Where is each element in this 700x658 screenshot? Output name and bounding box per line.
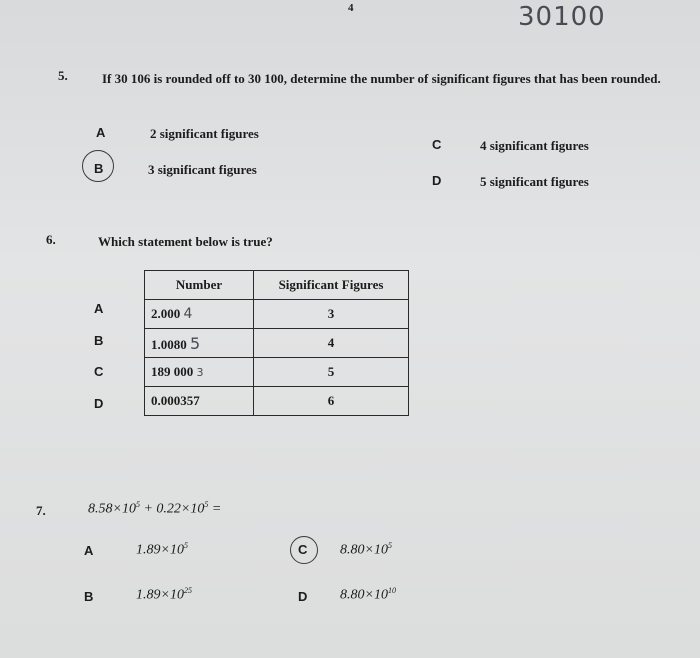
q6-option-d-letter[interactable]: D (94, 396, 104, 411)
handwritten-annotation: 5 (190, 333, 201, 353)
q5-option-b-letter[interactable]: B (94, 161, 104, 176)
q7-option-a-letter[interactable]: A (84, 543, 94, 558)
q7-option-c-text: $8.80\times 10^5$ (340, 541, 392, 558)
table-cell-sig: 6 (254, 387, 409, 416)
table-row (145, 387, 409, 416)
table-cell-sig: 5 (254, 358, 409, 387)
table-cell-number: 1.0080 5 (145, 329, 254, 358)
question-7-number: 7. (36, 503, 46, 518)
q5-option-a-text: 2 significant figures (150, 126, 259, 141)
q5-option-d-letter[interactable]: D (432, 173, 442, 188)
q5-option-d-text: 5 significant figures (480, 174, 589, 189)
q7-option-d-text: $8.80\times 10^{10}$ (340, 586, 396, 603)
q5-option-c-text: 4 significant figures (480, 138, 589, 153)
table-row (145, 329, 409, 358)
table-cell-number: 2.000 4 (145, 300, 254, 329)
table-cell-sig: 4 (254, 329, 409, 358)
q5-option-c-letter[interactable]: C (432, 137, 442, 152)
table-cell-sig: 3 (254, 300, 409, 329)
table-cell-number: 189 000 3 (145, 358, 254, 387)
q7-option-c-letter[interactable]: C (298, 542, 308, 557)
question-6-text: Which statement below is true? (98, 234, 273, 249)
question-5-text: If 30 106 is rounded off to 30 100, determine the number of significant figures that has been rounded. (102, 71, 661, 86)
table-row (145, 358, 409, 387)
handwritten-note: 30100 (518, 2, 606, 32)
q5-option-b-text: 3 significant figures (148, 162, 257, 177)
q7-option-d-letter[interactable]: D (298, 589, 308, 604)
question-7-expression: $8.58\times 10^5 + 0.22\times 10^5$ = (88, 500, 222, 517)
table-cell-number: 0.000357 (145, 387, 254, 416)
table-header-sig: Significant Figures (254, 271, 409, 300)
q7-option-b-text: $1.89\times 10^{25}$ (136, 586, 192, 603)
question-6-number: 6. (46, 232, 56, 247)
table-header-number: Number (145, 271, 254, 300)
handwritten-annotation: 4 (183, 306, 193, 322)
q6-option-b-letter[interactable]: B (94, 333, 104, 348)
significant-figures-table (144, 270, 409, 416)
q5-option-a-letter[interactable]: A (96, 125, 106, 140)
handwritten-annotation: 3 (196, 366, 204, 379)
q6-option-a-letter[interactable]: A (94, 301, 104, 316)
q6-option-c-letter[interactable]: C (94, 364, 104, 379)
question-5-number: 5. (58, 68, 68, 83)
q7-option-b-letter[interactable]: B (84, 589, 94, 604)
table-header-row (145, 271, 409, 300)
q7-option-a-text: $1.89\times 10^5$ (136, 541, 188, 558)
table-row (145, 300, 409, 329)
page-number: 4 (348, 2, 354, 14)
